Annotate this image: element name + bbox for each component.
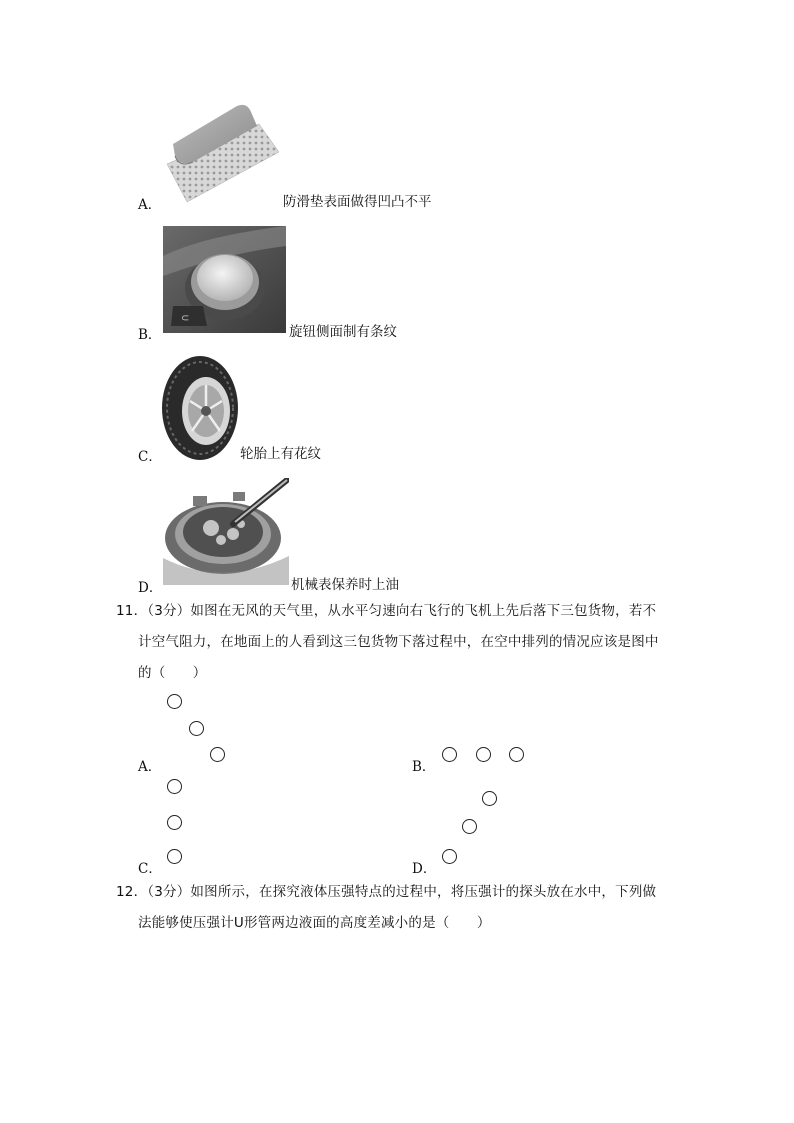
- knob-icon: [163, 226, 286, 333]
- q11-line-2: 计空气阻力，在地面上的人看到这三包货物下落过程中，在空中排列的情况应该是图中: [138, 634, 659, 650]
- cargo-circle: [462, 819, 477, 834]
- cargo-circle: [476, 747, 491, 762]
- q11-line-1: 11．（3分）如图在无风的天气里，从水平匀速向右飞行的飞机上先后落下三包货物，若不: [116, 603, 657, 619]
- cargo-circle: [509, 747, 524, 762]
- cargo-circle: [482, 791, 497, 806]
- cargo-circle: [189, 721, 204, 736]
- anti-slip-mat-icon: [163, 104, 281, 204]
- option-b-text: 旋钮侧面制有条纹: [289, 324, 397, 340]
- option-c-label: C．: [138, 449, 162, 465]
- cargo-circle: [442, 849, 457, 864]
- option-b-image: [163, 226, 286, 333]
- option-a-image: [163, 104, 281, 204]
- q12-line-2: 法能够使压强计U形管两边液面的高度差减小的是（ ）: [138, 915, 491, 931]
- cargo-circle: [167, 849, 182, 864]
- q11-option-c-label: C．: [138, 861, 162, 877]
- q11-option-b-label: B．: [412, 759, 436, 775]
- option-a-label: A．: [138, 197, 162, 213]
- cargo-circle: [210, 747, 225, 762]
- option-c-image: [160, 355, 240, 462]
- option-d-label: D．: [138, 580, 163, 596]
- option-a-text: 防滑垫表面做得凹凸不平: [283, 194, 432, 210]
- cargo-circle: [167, 694, 182, 709]
- q12-line-1: 12．（3分）如图所示，在探究液体压强特点的过程中，将压强计的探头放在水中，下列做: [116, 884, 657, 900]
- option-b-label: B．: [138, 327, 162, 343]
- cargo-circle: [167, 815, 182, 830]
- svg-text:⊂: ⊂: [181, 313, 190, 324]
- watch-oiling-icon: [163, 478, 289, 585]
- option-d-image: [163, 478, 289, 585]
- option-c-text: 轮胎上有花纹: [240, 446, 321, 462]
- tire-icon: [160, 355, 240, 462]
- cargo-circle: [442, 747, 457, 762]
- q11-option-d-label: D．: [412, 861, 437, 877]
- q11-line-3: 的（ ）: [138, 665, 207, 681]
- q11-option-a-label: A．: [138, 759, 162, 775]
- cargo-circle: [167, 779, 182, 794]
- option-d-text: 机械表保养时上油: [291, 577, 399, 593]
